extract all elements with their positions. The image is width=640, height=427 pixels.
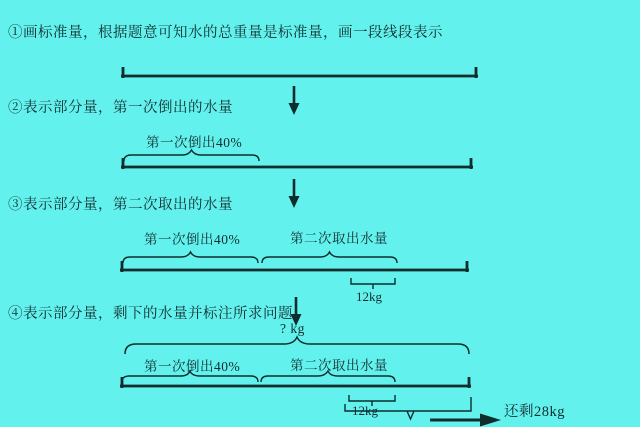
remaining-label: 还剩28kg (504, 404, 565, 420)
segment-bar-total-2 (121, 158, 473, 170)
step3-instruction: ③表示部分量，第二次取出的水量 (8, 197, 233, 213)
second-take-label: 第二次取出水量 (290, 358, 388, 373)
first-pour-label: 第一次倒出40% (146, 135, 243, 150)
segment-bar-total-1 (121, 67, 478, 79)
step1-instruction: ①画标准量，根据题意可知水的总重量是标准量，画一段线段表示 (8, 25, 443, 41)
twelve-kg-label: 12kg (352, 403, 378, 418)
overbrace-total-question (124, 336, 470, 354)
twelve-kg-label: 12kg (356, 289, 382, 304)
question-kg-label: ? kg (280, 321, 305, 336)
segment-bar-total-3 (120, 261, 469, 273)
down-arrow-icon (287, 179, 301, 209)
step4-instruction: ④表示部分量，剩下的水量并标注所求问题 (8, 306, 293, 322)
first-pour-label: 第一次倒出40% (144, 359, 241, 374)
first-pour-label: 第一次倒出40% (144, 232, 241, 247)
segment-bar-total-4 (120, 377, 471, 389)
second-take-label: 第二次取出水量 (290, 231, 388, 246)
right-arrow-icon (430, 412, 502, 426)
underbracket-12kg (350, 277, 396, 289)
down-arrow-icon (287, 86, 301, 116)
step2-instruction: ②表示部分量，第一次倒出的水量 (8, 100, 233, 116)
